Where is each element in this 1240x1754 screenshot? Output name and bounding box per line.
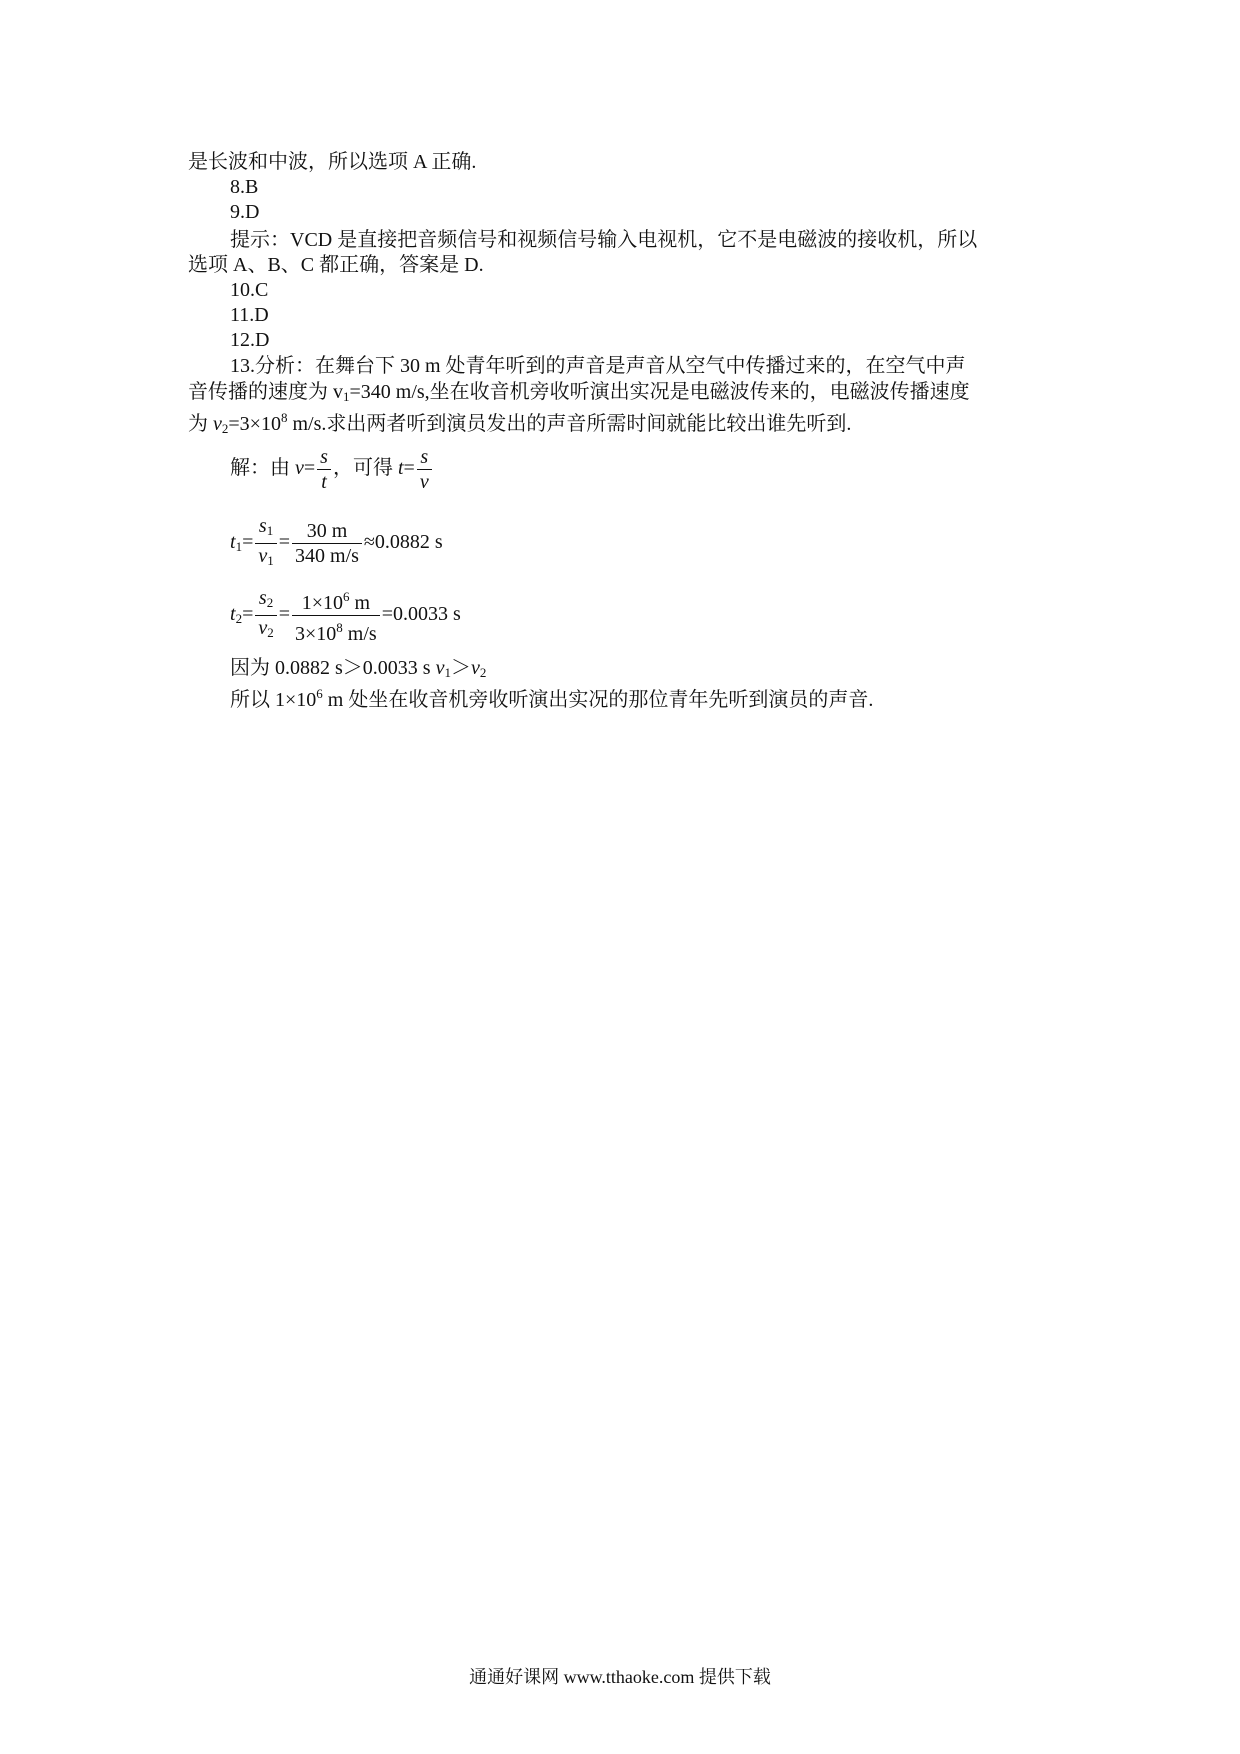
page-footer: 通通好课网 www.tthaoke.com 提供下载 <box>469 1667 771 1687</box>
text-line: 是长波和中波，所以选项 A 正确. <box>188 151 477 173</box>
conclusion-line: 所以 $1\times 10^6$ m 处坐在收音机旁收听演出实况的那位青年先听到演员的声音. <box>230 686 874 711</box>
fraction: $\frac{1\times 10^6 m}{3\times 10^8 m/s}$ <box>292 585 380 646</box>
answer-10: 10.C <box>230 279 269 301</box>
answer-9: 9.D <box>230 201 260 223</box>
analysis-line: 为 $v_2=3\times 10^8$ m/s.求出两者听到演员发出的声音所需时间就能比较出谁先听到. <box>188 410 852 436</box>
text-line: 选项 A、B、C 都正确，答案是 D. <box>188 254 484 276</box>
analysis-line: 音传播的速度为 $v_1=340$ m/s,坐在收音机旁收听演出实况是电磁波传来的，电磁波传播速度 <box>188 381 970 404</box>
fraction: $\frac{s}{t}$ <box>317 445 331 494</box>
equation-t2: $t_2=$ $\frac{s_2}{v_2}$ = $\frac{1\times 10^6 m}{3\times 10^8 m/s}$ =0.0033 s <box>230 586 461 645</box>
analysis-line: 13.分析：在舞台下 30 m 处青年听到的声音是声音从空气中传播过来的，在空气中声 <box>230 355 966 377</box>
comparison-line: 因为 0.0882 s＞0.0033 s $v_1>v_2$ <box>230 657 487 680</box>
fraction: $\frac{30 m}{340 m/s}$ <box>292 519 362 568</box>
answer-11: 11.D <box>230 304 269 326</box>
fraction: $\frac{s}{v}$ <box>417 445 432 494</box>
fraction: $\frac{s_2}{v_2}$ <box>255 586 276 645</box>
answer-12: 12.D <box>230 329 270 351</box>
solution-line: 解：由 v= $\frac{s}{t}$ ，可得 t= $\frac{s}{v}$ <box>230 440 434 496</box>
fraction: $\frac{s_1}{v_1}$ <box>255 514 276 573</box>
answer-8: 8.B <box>230 176 259 198</box>
equation-t1: $t_1=$ $\frac{s_1}{v_1}$ = $\frac{30 m}{340 m/s}$ ≈0.0882 s <box>230 512 443 577</box>
hint-line: 提示：VCD 是直接把音频信号和视频信号输入电视机，它不是电磁波的接收机，所以 <box>230 229 978 251</box>
